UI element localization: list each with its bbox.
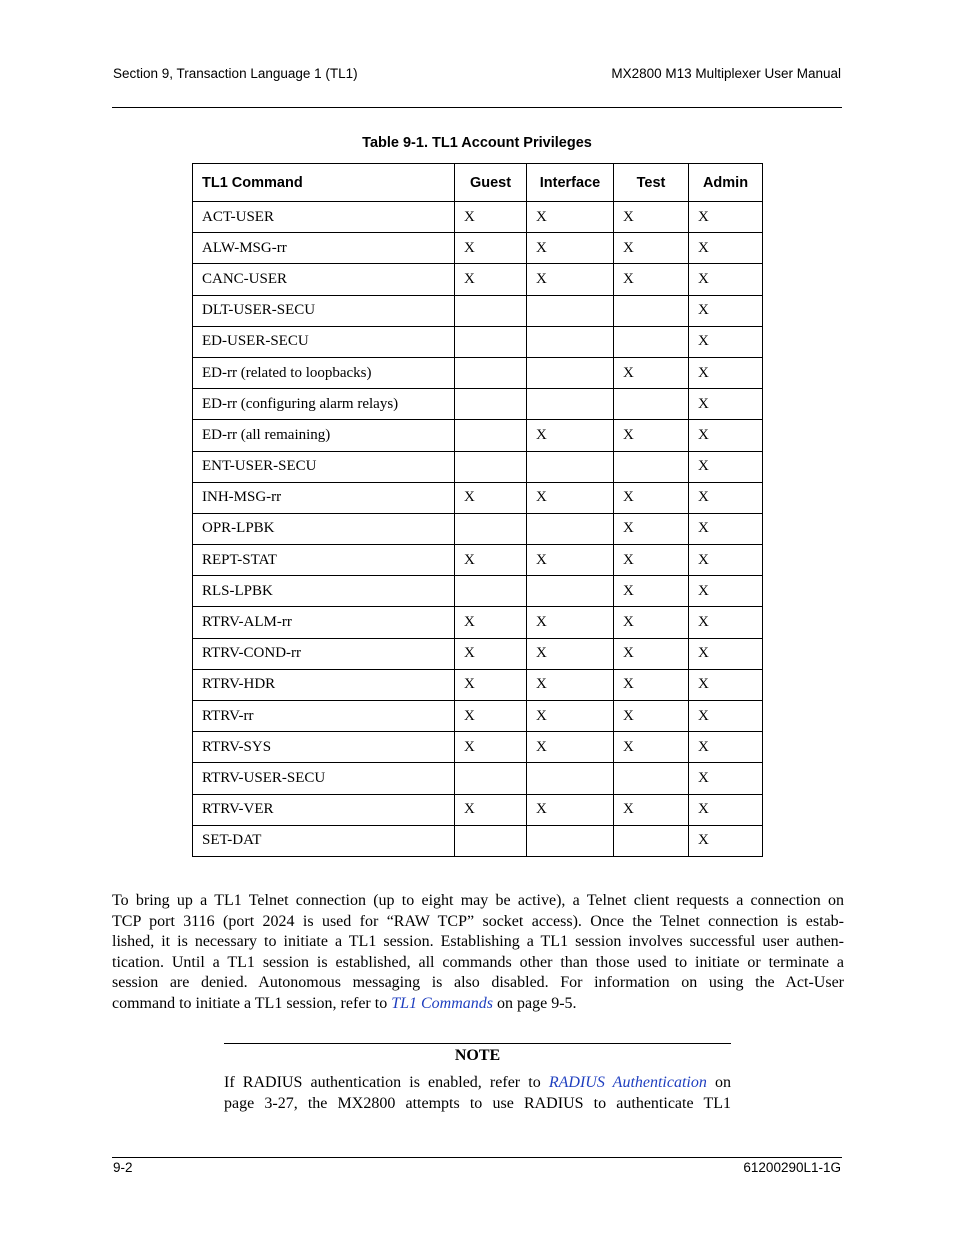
table-caption: Table 9-1. TL1 Account Privileges bbox=[362, 135, 592, 151]
privilege-cell: X bbox=[455, 701, 527, 732]
command-cell: ENT-USER-SECU bbox=[193, 451, 455, 482]
privilege-cell bbox=[614, 825, 689, 856]
privilege-cell: X bbox=[614, 576, 689, 607]
table-row bbox=[193, 607, 763, 638]
privilege-cell: X bbox=[689, 233, 763, 264]
privilege-cell: X bbox=[527, 264, 614, 295]
privilege-cell: X bbox=[614, 202, 689, 233]
privilege-cell: X bbox=[455, 233, 527, 264]
table-row bbox=[193, 389, 763, 420]
privilege-cell: X bbox=[527, 482, 614, 513]
privilege-cell: X bbox=[455, 669, 527, 700]
privilege-cell: X bbox=[614, 482, 689, 513]
privilege-cell bbox=[527, 576, 614, 607]
privilege-cell bbox=[455, 326, 527, 357]
column-header-guest: Guest bbox=[455, 164, 527, 202]
paragraph-line: tication. Until a TL1 session is established, all commands other than those used to initiate or terminate a bbox=[112, 953, 844, 971]
header-rule bbox=[112, 107, 842, 108]
privilege-cell: X bbox=[527, 545, 614, 576]
privilege-cell: X bbox=[527, 732, 614, 763]
privilege-cell: X bbox=[455, 638, 527, 669]
privilege-cell bbox=[455, 295, 527, 326]
table-row bbox=[193, 326, 763, 357]
privilege-cell bbox=[527, 357, 614, 388]
command-cell: RTRV-SYS bbox=[193, 732, 455, 763]
privilege-cell bbox=[527, 326, 614, 357]
paragraph-line: To bring up a TL1 Telnet connection (up to eight may be active), a Telnet client requests a connection on bbox=[112, 892, 844, 909]
page-number: 9-2 bbox=[113, 1160, 133, 1175]
privilege-cell: X bbox=[455, 732, 527, 763]
privilege-cell: X bbox=[689, 732, 763, 763]
privilege-cell: X bbox=[689, 763, 763, 794]
privilege-cell: X bbox=[689, 264, 763, 295]
radius-authentication-link[interactable]: RADIUS Authentication bbox=[548, 1074, 707, 1091]
privilege-cell: X bbox=[689, 451, 763, 482]
column-header-test: Test bbox=[614, 164, 689, 202]
privilege-cell: X bbox=[689, 202, 763, 233]
table-row bbox=[193, 576, 763, 607]
privilege-cell: X bbox=[455, 482, 527, 513]
privilege-cell: X bbox=[614, 669, 689, 700]
command-cell: RTRV-HDR bbox=[193, 669, 455, 700]
privilege-cell: X bbox=[455, 202, 527, 233]
privilege-cell: X bbox=[689, 701, 763, 732]
privilege-cell bbox=[455, 389, 527, 420]
privilege-cell: X bbox=[689, 357, 763, 388]
privilege-cell: X bbox=[614, 264, 689, 295]
command-cell: ALW-MSG-rr bbox=[193, 233, 455, 264]
table-row bbox=[193, 732, 763, 763]
command-cell: RTRV-USER-SECU bbox=[193, 763, 455, 794]
privilege-cell: X bbox=[689, 825, 763, 856]
command-cell: RTRV-ALM-rr bbox=[193, 607, 455, 638]
table-row bbox=[193, 638, 763, 669]
privilege-cell: X bbox=[689, 389, 763, 420]
column-header-admin: Admin bbox=[689, 164, 763, 202]
note-line: If RADIUS authentication is enabled, refer to RADIUS Authentication on bbox=[224, 1074, 732, 1091]
command-cell: ED-rr (all remaining) bbox=[193, 420, 455, 451]
privilege-cell: X bbox=[614, 732, 689, 763]
privilege-cell: X bbox=[614, 794, 689, 825]
privilege-cell: X bbox=[527, 669, 614, 700]
column-header-command: TL1 Command bbox=[193, 164, 455, 202]
privilege-cell: X bbox=[455, 264, 527, 295]
command-cell: REPT-STAT bbox=[193, 545, 455, 576]
running-header-title: MX2800 M13 Multiplexer User Manual bbox=[611, 66, 841, 81]
note-line: page 3-27, the MX2800 attempts to use RADIUS to authenticate TL1 bbox=[224, 1094, 731, 1112]
table-header-row bbox=[193, 164, 763, 202]
table-row bbox=[193, 669, 763, 700]
privilege-cell: X bbox=[527, 202, 614, 233]
footer-rule bbox=[112, 1157, 842, 1158]
privilege-cell bbox=[614, 451, 689, 482]
privilege-cell: X bbox=[455, 607, 527, 638]
paragraph-line: TCP port 3116 (port 2024 is used for “RAW TCP” socket access). Once the Telnet connection is estab- bbox=[112, 912, 844, 930]
table-row bbox=[193, 701, 763, 732]
privilege-cell: X bbox=[614, 357, 689, 388]
table-row bbox=[193, 264, 763, 295]
paragraph-line-last: command to initiate a TL1 session, refer to TL1 Commands on page 9-5. bbox=[112, 994, 577, 1012]
privilege-cell bbox=[527, 389, 614, 420]
privilege-cell bbox=[527, 763, 614, 794]
command-cell: DLT-USER-SECU bbox=[193, 295, 455, 326]
command-cell: RTRV-COND-rr bbox=[193, 638, 455, 669]
privilege-cell: X bbox=[689, 669, 763, 700]
privilege-cell: X bbox=[527, 701, 614, 732]
table-row bbox=[193, 295, 763, 326]
privilege-cell: X bbox=[689, 607, 763, 638]
privilege-cell: X bbox=[614, 607, 689, 638]
table-row bbox=[193, 825, 763, 856]
table-row bbox=[193, 357, 763, 388]
table-row bbox=[193, 420, 763, 451]
privilege-cell bbox=[614, 763, 689, 794]
privilege-cell bbox=[455, 825, 527, 856]
privilege-cell: X bbox=[455, 794, 527, 825]
command-cell: ED-USER-SECU bbox=[193, 326, 455, 357]
privilege-cell bbox=[527, 295, 614, 326]
privilege-cell: X bbox=[689, 794, 763, 825]
command-cell: INH-MSG-rr bbox=[193, 482, 455, 513]
privilege-cell: X bbox=[614, 638, 689, 669]
command-cell: ED-rr (configuring alarm relays) bbox=[193, 389, 455, 420]
body-paragraph bbox=[112, 891, 844, 1014]
paragraph-line: session are denied. Autonomous messaging is also disabled. For information on using the Act-User bbox=[112, 974, 844, 991]
command-cell: RTRV-VER bbox=[193, 794, 455, 825]
privilege-cell bbox=[455, 513, 527, 544]
privilege-cell: X bbox=[527, 607, 614, 638]
privilege-cell bbox=[614, 389, 689, 420]
table-row bbox=[193, 202, 763, 233]
command-cell: OPR-LPBK bbox=[193, 513, 455, 544]
command-cell: ACT-USER bbox=[193, 202, 455, 233]
command-cell: RLS-LPBK bbox=[193, 576, 455, 607]
table-row bbox=[193, 763, 763, 794]
privilege-cell: X bbox=[527, 233, 614, 264]
privilege-cell bbox=[614, 295, 689, 326]
privilege-cell: X bbox=[614, 513, 689, 544]
privilege-cell bbox=[614, 326, 689, 357]
privilege-cell: X bbox=[689, 545, 763, 576]
table-row bbox=[193, 545, 763, 576]
table-row bbox=[193, 513, 763, 544]
privilege-cell: X bbox=[689, 420, 763, 451]
privilege-cell bbox=[455, 451, 527, 482]
privilege-cell: X bbox=[455, 545, 527, 576]
privilege-cell bbox=[455, 357, 527, 388]
privilege-cell: X bbox=[689, 513, 763, 544]
document-number: 61200290L1-1G bbox=[743, 1160, 841, 1175]
running-header-section: Section 9, Transaction Language 1 (TL1) bbox=[113, 66, 358, 81]
privilege-cell: X bbox=[689, 638, 763, 669]
column-header-interface: Interface bbox=[527, 164, 614, 202]
privilege-cell: X bbox=[527, 794, 614, 825]
privilege-cell bbox=[455, 763, 527, 794]
privilege-cell bbox=[455, 576, 527, 607]
tl1-commands-link[interactable]: TL1 Commands bbox=[391, 994, 493, 1012]
privileges-table bbox=[192, 163, 763, 857]
privilege-cell: X bbox=[614, 545, 689, 576]
command-cell: SET-DAT bbox=[193, 825, 455, 856]
privilege-cell: X bbox=[689, 576, 763, 607]
privilege-cell: X bbox=[527, 638, 614, 669]
privilege-cell: X bbox=[689, 295, 763, 326]
note-rule bbox=[224, 1043, 731, 1044]
paragraph-line: lished, it is necessary to initiate a TL1 session. Establishing a TL1 session involves successful user authen- bbox=[112, 933, 844, 950]
privilege-cell: X bbox=[689, 482, 763, 513]
privilege-cell: X bbox=[527, 420, 614, 451]
note-body bbox=[224, 1073, 731, 1114]
privilege-cell bbox=[527, 513, 614, 544]
privilege-cell bbox=[527, 451, 614, 482]
privilege-cell: X bbox=[614, 420, 689, 451]
table-row bbox=[193, 794, 763, 825]
table-row bbox=[193, 233, 763, 264]
command-cell: RTRV-rr bbox=[193, 701, 455, 732]
privilege-cell bbox=[527, 825, 614, 856]
note-title: NOTE bbox=[454, 1047, 501, 1064]
command-cell: ED-rr (related to loopbacks) bbox=[193, 357, 455, 388]
privilege-cell: X bbox=[614, 233, 689, 264]
command-cell: CANC-USER bbox=[193, 264, 455, 295]
privilege-cell bbox=[455, 420, 527, 451]
privilege-cell: X bbox=[689, 326, 763, 357]
table-row bbox=[193, 451, 763, 482]
table-row bbox=[193, 482, 763, 513]
privilege-cell: X bbox=[614, 701, 689, 732]
